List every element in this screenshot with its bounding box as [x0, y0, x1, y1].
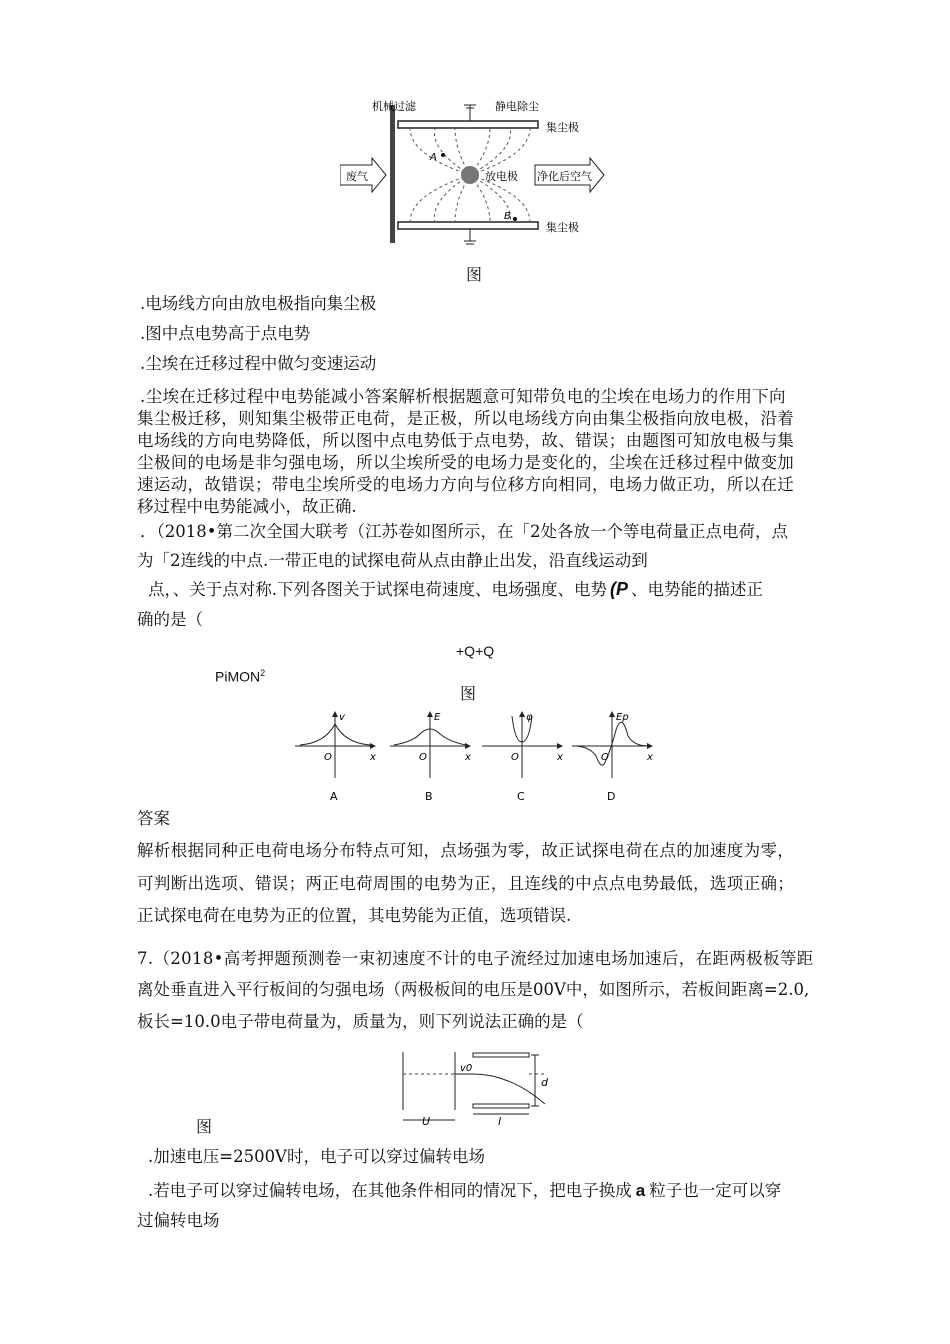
svg-text:x: x — [647, 752, 653, 763]
q7-option-b: .若电子可以穿过偏转电场，在其他条件相同的情况下，把电子换成 a 粒子也一定可以穿 — [148, 1181, 782, 1200]
label-point-b: B — [504, 211, 511, 222]
label-mechanical-filter: 机械过滤 — [372, 100, 416, 113]
svg-text:φ: φ — [526, 712, 533, 723]
precipitator-figure — [340, 95, 640, 255]
svg-text:Ep: Ep — [616, 712, 629, 723]
alpha-symbol: a — [635, 1181, 646, 1200]
q6-analysis-line: 可判断出选项、错误；两正电荷周围的电势为正，且连线的中点点电势最低，选项正确； — [137, 874, 795, 893]
svg-text:x: x — [465, 752, 471, 763]
label-waste-gas: 废气 — [346, 170, 368, 183]
q6-stem-line: 点，、关于点对称.下列各图关于试探电荷速度、电场强度、电势 (P 、电势能的描述正 — [148, 579, 763, 599]
q5-option-d-line: 电场线的方向电势降低，所以图中点电势低于点电势，故、错误；由题图可知放电极与集 — [137, 431, 795, 450]
q7-option-b-line2: 过偏转电场 — [137, 1211, 220, 1230]
svg-text:O: O — [419, 752, 427, 763]
label-electrostatic: 静电除尘 — [495, 100, 539, 113]
q5-option-d-line: 移过程中电势能减小，故正确. — [137, 497, 357, 516]
q7-stem-line: 7.（2018•高考押题预测卷一束初速度不计的电子流经过加速电场加速后，在距两极板等距 — [137, 949, 814, 968]
q5-option-d-line: .尘埃在迁移过程中电势能减小答案解析根据题意可知带负电的尘埃在电场力的作用下向 — [140, 387, 786, 406]
q6-charges-label: +Q+Q — [456, 643, 495, 659]
svg-text:B: B — [425, 790, 433, 803]
svg-text:v: v — [339, 712, 345, 723]
q6-analysis-line: 解析根据同种正电荷电场分布特点可知，点场强为零，故正试探电荷在点的加速度为零， — [137, 841, 795, 860]
q5-option-d-line: 集尘极迁移，则知集尘极带正电荷，是正极，所以电场线方向由集尘极指向放电极，沿着 — [137, 409, 795, 428]
q7-deflection-figure — [395, 1048, 575, 1128]
graph-d — [572, 712, 653, 803]
q6-answer-label: 答案 — [137, 809, 170, 828]
label-l: l — [498, 1115, 502, 1128]
q7-stem-line: 离处垂直进入平行板间的匀强电场（两极板间的电压是00V中，如图所示，若板间距离=2.0, — [137, 980, 810, 999]
q6-analysis-line: 正试探电荷在电势为正的位置，其电势能为正值，选项错误. — [137, 906, 572, 925]
svg-text:E: E — [434, 712, 441, 723]
q6-pimon-label: PiMON$^2$ — [215, 668, 266, 685]
svg-text:D: D — [607, 790, 616, 803]
label-collector-top: 集尘极 — [546, 121, 579, 134]
q7-option-a: .加速电压=2500V时，电子可以穿过偏转电场 — [148, 1147, 485, 1166]
q6-stem-line: 为「2连线的中点.一带正电的试探电荷从点由静止出发，沿直线运动到 — [137, 551, 648, 570]
q6-stem-line: ．（2018•第二次全国大联考（江苏卷如图所示，在「2处各放一个等电荷量正点电荷，点 — [140, 522, 788, 541]
q7-figure-caption: 图 — [196, 1117, 213, 1136]
label-v0: v0 — [460, 1063, 473, 1074]
q6-graphs-figure — [290, 708, 690, 806]
label-discharge: 放电极 — [485, 170, 518, 183]
svg-text:C: C — [517, 790, 525, 803]
graph-a — [295, 712, 376, 803]
label-clean-air: 净化后空气 — [537, 170, 592, 183]
q6-stem-line: 确的是（ — [137, 610, 203, 629]
label-d: d — [541, 1076, 548, 1089]
q6-figure-caption: 图 — [460, 684, 477, 703]
q5-option-c: .尘埃在迁移过程中做匀变速运动 — [140, 354, 377, 373]
q5-option-a: .电场线方向由放电极指向集尘极 — [140, 294, 377, 313]
label-point-a: A — [430, 152, 437, 163]
q5-option-b: .图中点电势高于点电势 — [140, 324, 311, 343]
svg-text:O: O — [601, 752, 609, 763]
q5-option-d-line: 速运动，故错误；带电尘埃所受的电场力方向与位移方向相同，电场力做正功，所以在迁 — [137, 475, 795, 494]
svg-text:x: x — [370, 752, 376, 763]
label-u: U — [422, 1115, 431, 1128]
svg-text:O: O — [511, 752, 519, 763]
graph-c — [482, 712, 563, 803]
svg-text:x: x — [557, 752, 563, 763]
figure1-caption: 图 — [466, 265, 483, 284]
q5-option-d-line: 尘极间的电场是非匀强电场，所以尘埃所受的电场力是变化的，尘埃在迁移过程中做变加 — [137, 453, 795, 472]
label-collector-bottom: 集尘极 — [546, 221, 579, 234]
svg-text:A: A — [330, 790, 338, 803]
svg-text:O: O — [324, 752, 332, 763]
graph-b — [390, 712, 471, 803]
q6-phi-symbol: (P — [610, 579, 628, 599]
q7-stem-line: 板长=10.0电子带电荷量为，质量为，则下列说法正确的是（ — [137, 1012, 584, 1031]
